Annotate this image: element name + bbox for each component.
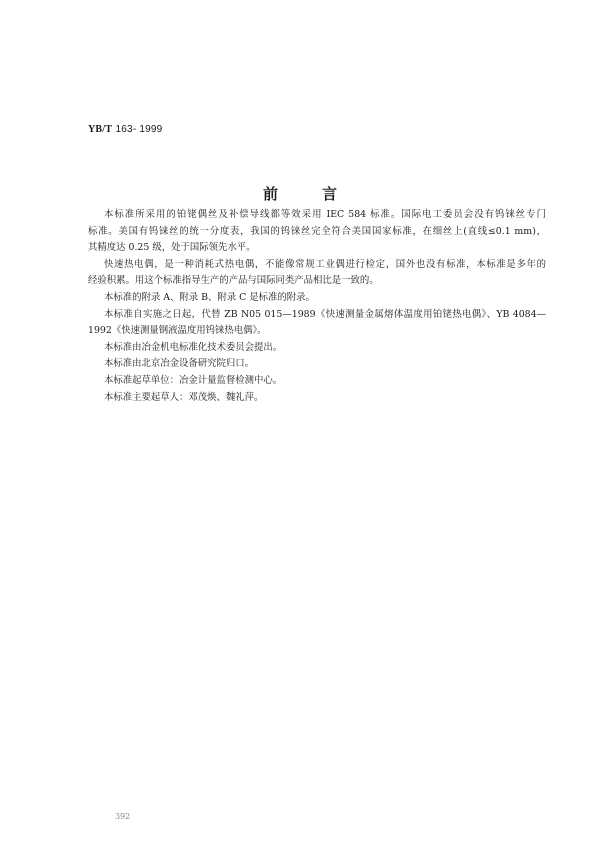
paragraph-1 [88, 207, 546, 257]
text-line: 标准。美国有钨铼丝的统一分度表，我国的钨铼丝完全符合美国国家标准，在细丝上(直线≤0.1 mm)， [88, 225, 546, 237]
paragraph-6 [88, 356, 546, 373]
title-char-2: 言 [322, 185, 338, 203]
text-line: 经验积累。用这个标准指导生产的产品与国际同类产品相比是一致的。 [88, 275, 379, 287]
text-line: 快速热电偶，是一种消耗式热电偶，不能像常规工业偶进行检定，国外也没有标准，本标准是多年的 [104, 258, 546, 270]
text-line: 本标准起草单位：冶金计量监督检测中心。 [104, 374, 283, 386]
paragraph-2 [88, 257, 546, 290]
paragraph-7 [88, 373, 546, 390]
text-line: 本标准主要起草人：邓茂焕、魏礼萍。 [104, 391, 264, 403]
text-line: 本标准的附录 A、附录 B、附录 C 是标准的附录。 [104, 291, 315, 303]
paragraph-5 [88, 340, 546, 357]
title-char-1: 前 [262, 185, 278, 203]
text-line: 1992《快速测量钢液温度用钨铼热电偶》。 [88, 325, 267, 337]
paragraph-8 [88, 390, 546, 407]
section-title-foreword [0, 183, 600, 204]
paragraph-4 [88, 307, 546, 340]
page-number: 392 [115, 812, 131, 821]
standard-number: 163- 1999 [115, 124, 163, 135]
paragraph-3 [88, 290, 546, 307]
text-line: 本标准由北京冶金设备研究院归口。 [104, 358, 255, 370]
text-line: 本标准所采用的铂铑偶丝及补偿导线都等效采用 IEC 584 标准。国际电工委员会没有钨铼丝专门 [104, 209, 546, 220]
text-line: 其精度达 0.25 级，处于国际领先水平。 [88, 242, 256, 254]
foreword-body [88, 207, 546, 406]
standard-prefix: YB/T [88, 124, 113, 135]
text-line: 本标准由冶金机电标准化技术委员会提出。 [104, 341, 283, 353]
standard-code [88, 124, 162, 135]
text-line: 本标准自实施之日起，代替 ZB N05 015—1989《快速测量金属熔体温度用铂铑热电偶》、YB 4084— [104, 308, 546, 320]
